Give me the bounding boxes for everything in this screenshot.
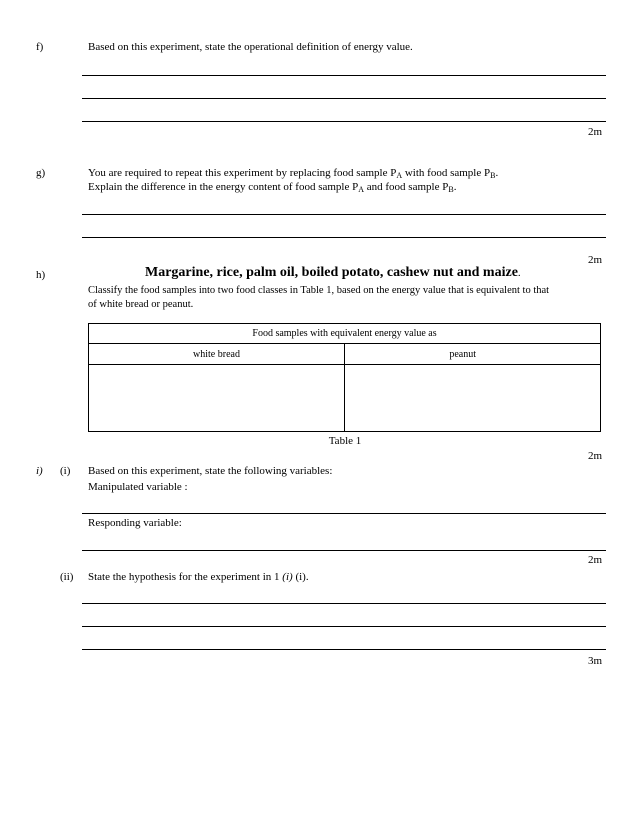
question-i-sub2-marks: 3m xyxy=(587,655,602,667)
question-i-sub1-label: (i) xyxy=(60,465,71,477)
answer-line[interactable] xyxy=(82,626,606,627)
question-i-label: i) xyxy=(36,465,43,477)
question-g-marks: 2m xyxy=(587,254,602,266)
answer-line[interactable] xyxy=(82,550,606,551)
question-h-marks: 2m xyxy=(587,450,602,462)
question-g-line2: Explain the difference in the energy content of food sample $P_A$ and food sample $P_B$. xyxy=(88,181,457,194)
table-cell-white-bread[interactable] xyxy=(89,365,345,432)
answer-line[interactable] xyxy=(82,214,606,215)
question-f-marks: 2m xyxy=(587,126,602,138)
table-header: Food samples with equivalent energy value as xyxy=(89,324,601,344)
question-i-sub1-marks: 2m xyxy=(587,554,602,566)
question-i-sub1-text: Based on this experiment, state the following variables: xyxy=(88,465,333,477)
question-h-label: h) xyxy=(36,269,46,281)
answer-line[interactable] xyxy=(82,237,606,238)
table-col-white-bread: white bread xyxy=(89,344,345,365)
table-cell-peanut[interactable] xyxy=(345,365,601,432)
food-classification-table xyxy=(88,323,601,432)
answer-line[interactable] xyxy=(82,75,606,76)
question-f-text: Based on this experiment, state the operational definition of energy value. xyxy=(88,41,413,53)
answer-line[interactable] xyxy=(82,649,606,650)
answer-line[interactable] xyxy=(82,603,606,604)
food-list: Margarine, rice, palm oil, boiled potato, cashew nut and maize. xyxy=(145,265,521,280)
answer-line[interactable] xyxy=(82,121,606,122)
question-i-sub2-text: State the hypothesis for the experiment in 1 (i) (i). xyxy=(88,571,309,583)
responding-variable-label: Responding variable: xyxy=(88,517,182,529)
question-g-label: g) xyxy=(36,167,46,179)
table-col-peanut: peanut xyxy=(345,344,601,365)
question-h-instruction-line1: Classify the food samples into two food classes in Table 1, based on the energy value that is equivalent to that xyxy=(88,285,550,296)
question-h-instruction-line2: of white bread or peanut. xyxy=(88,299,194,310)
answer-line[interactable] xyxy=(82,513,606,514)
question-g-line1: You are required to repeat this experiment by replacing food sample $P_A$ with food sample $P_B$. xyxy=(88,167,499,180)
question-i-sub2-label: (ii) xyxy=(60,571,74,583)
answer-line[interactable] xyxy=(82,98,606,99)
question-f-label: f) xyxy=(36,41,44,53)
table-caption: Table 1 xyxy=(328,435,362,447)
manipulated-variable-label: Manipulated variable : xyxy=(88,481,188,493)
